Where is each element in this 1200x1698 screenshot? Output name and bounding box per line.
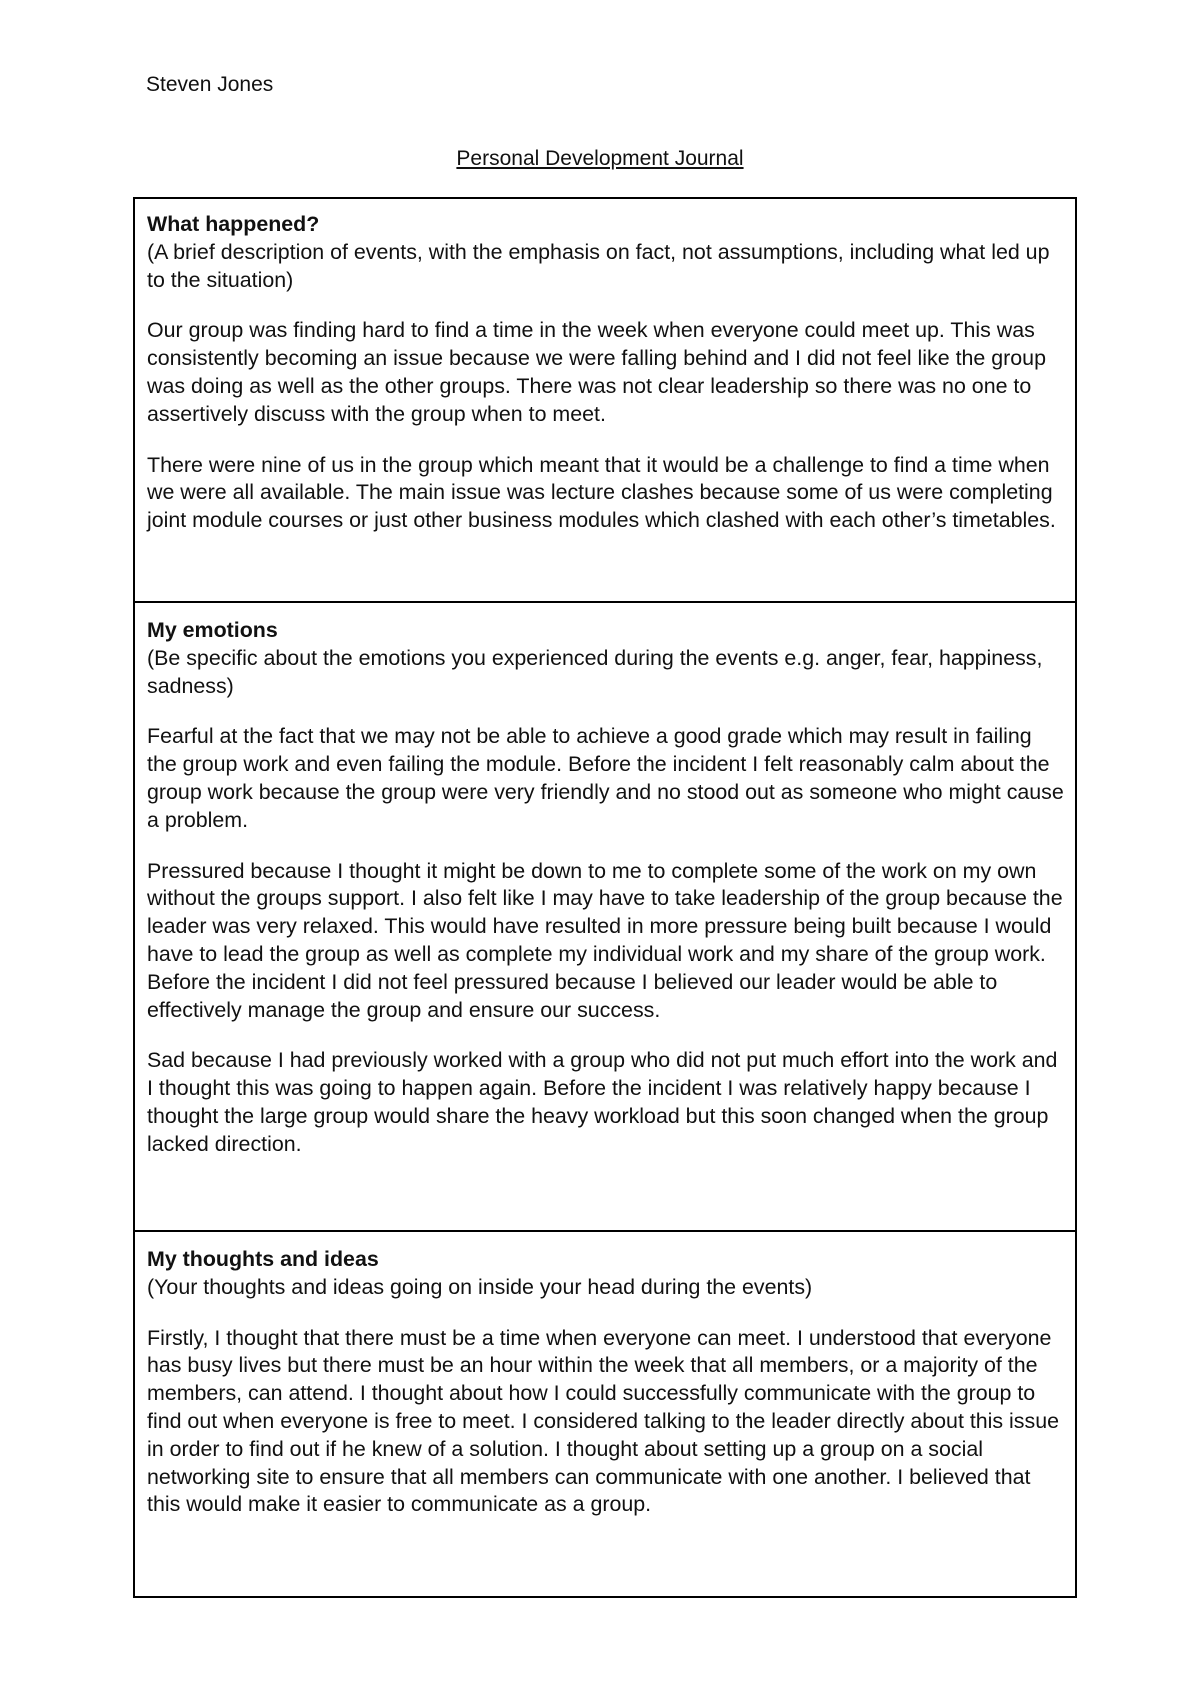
section-thoughts-and-ideas [134, 1231, 1076, 1597]
section-heading: What happened? [147, 212, 320, 236]
table-row [134, 198, 1076, 602]
journal-table [133, 197, 1077, 1598]
section-heading: My thoughts and ideas [147, 1247, 379, 1271]
section-paragraph: There were nine of us in the group which meant that it would be a challenge to find a time when we were all available. The main issue was lecture clashes because some of us were completing joint module courses or just other business modules which clashed with each other’s timetables. [147, 452, 1056, 533]
page-title: Personal Development Journal [456, 147, 744, 170]
section-my-emotions [134, 602, 1076, 1231]
section-heading: My emotions [147, 618, 278, 642]
author-name: Steven Jones [146, 73, 274, 96]
section-paragraph: Pressured because I thought it might be down to me to complete some of the work on my own without the groups support. I also felt like I may have to take leadership of the group because the leader was very relaxed. This would have resulted in more pressure being built because I would have to lead the group as well as complete my individual work and my share of the group work. Before the incident I did not feel pressured because I believed our leader would be able to effectively manage the group and ensure our success. [147, 858, 1063, 1022]
section-paragraph: Sad because I had previously worked with a group who did not put much effort into the work and I thought this was going to happen again. Before the incident I was relatively happy because I thought the large group would share the heavy workload but this soon changed when the group lacked direction. [147, 1048, 1058, 1156]
section-paragraph: Firstly, I thought that there must be a time when everyone can meet. I understood that everyone has busy lives but there must be an hour within the week that all members, or a majority of the members, can attend. I thought about how I could successfully communicate with the group to find out when everyone is free to meet. I considered talking to the leader directly about this issue in order to find out if he knew of a solution. I thought about setting up a group on a social networking site to ensure that all members can communicate with one another. I believed that this would make it easier to communicate as a group. [147, 1325, 1059, 1517]
section-prompt: (Your thoughts and ideas going on inside your head during the events) [147, 1274, 813, 1299]
section-paragraph: Our group was finding hard to find a time in the week when everyone could meet up. This was consistently becoming an issue because we were falling behind and I did not feel like the group was doing as well as the other groups. There was not clear leadership so there was no one to assertively discuss with the group when to meet. [147, 318, 1046, 426]
table-row [134, 602, 1076, 1231]
section-what-happened [134, 198, 1076, 602]
section-prompt: (Be specific about the emotions you experienced during the events e.g. anger, fear, happiness, sadness) [147, 645, 1043, 698]
table-row [134, 1231, 1076, 1597]
section-prompt: (A brief description of events, with the emphasis on fact, not assumptions, including what led up to the situation) [147, 239, 1050, 292]
page-title-wrapper [0, 146, 1200, 172]
section-paragraph: Fearful at the fact that we may not be able to achieve a good grade which may result in failing the group work and even failing the module. Before the incident I felt reasonably calm about the group work because the group were very friendly and no stood out as someone who might cause a problem. [147, 724, 1064, 832]
